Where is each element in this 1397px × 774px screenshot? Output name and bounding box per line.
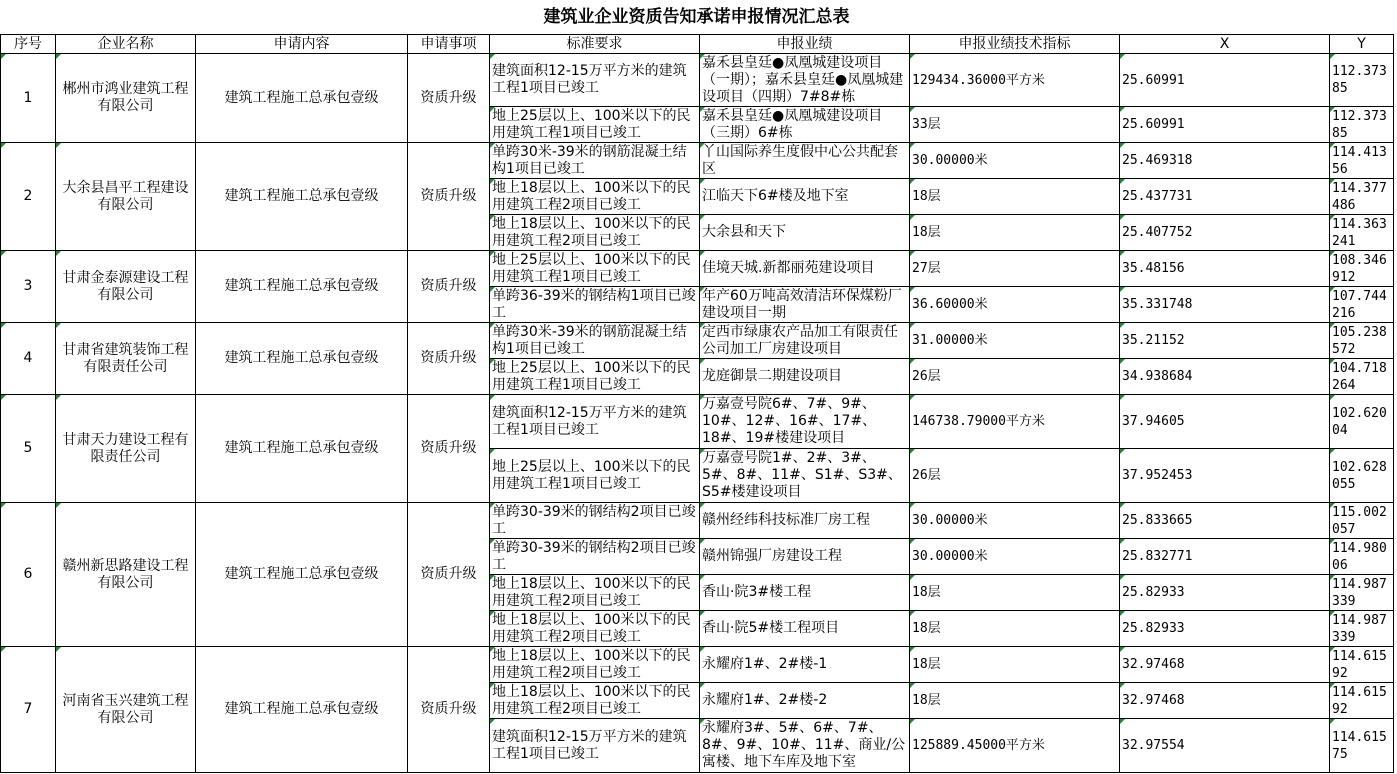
performance-project: 万嘉壹号院6#、7#、9#、10#、12#、16#、17#、18#、19#楼建设项目: [700, 395, 910, 449]
company-name: 甘肃天力建设工程有限责任公司: [56, 395, 196, 503]
apply-content: 建筑工程施工总承包壹级: [196, 323, 408, 395]
standard-requirement: 单跨30米-39米的钢筋混凝土结构1项目已竣工: [490, 323, 700, 359]
standard-requirement: 地上18层以上、100米以下的民用建筑工程2项目已竣工: [490, 647, 700, 683]
performance-metric: 18层: [910, 611, 1120, 647]
col-header-performance: 申报业绩: [700, 35, 910, 54]
apply-item: 资质升级: [408, 54, 490, 143]
performance-project: 佳境天城.新都丽苑建设项目: [700, 251, 910, 287]
table-title: 建筑业企业资质告知承诺申报情况汇总表: [543, 7, 850, 27]
performance-project: 香山·院5#楼工程项目: [700, 611, 910, 647]
performance-project: 定西市绿康农产品加工有限责任公司加工厂房建设项目: [700, 323, 910, 359]
standard-requirement: 建筑面积12-15万平方米的建筑工程1项目已竣工: [490, 54, 700, 107]
coord-x: 25.469318: [1120, 143, 1330, 179]
table-row: [1, 54, 1394, 107]
row-number: 7: [1, 647, 56, 773]
coord-y: 114.61575: [1330, 719, 1394, 773]
standard-requirement: 单跨30-39米的钢结构2项目已竣工: [490, 503, 700, 539]
standard-requirement: 地上18层以上、100米以下的民用建筑工程2项目已竣工: [490, 683, 700, 719]
performance-metric: 33层: [910, 107, 1120, 143]
coord-y: 112.37385: [1330, 54, 1394, 107]
performance-project: 香山·院3#楼工程: [700, 575, 910, 611]
apply-content: 建筑工程施工总承包壹级: [196, 251, 408, 323]
coord-y: 102.628055: [1330, 449, 1394, 503]
coord-y: 115.002057: [1330, 503, 1394, 539]
performance-project: 江临天下6#楼及地下室: [700, 179, 910, 215]
performance-project: 赣州锦强厂房建设工程: [700, 539, 910, 575]
performance-project: 丫山国际养生度假中心公共配套区: [700, 143, 910, 179]
coord-y: 114.61592: [1330, 683, 1394, 719]
coord-x: 32.97468: [1120, 647, 1330, 683]
coord-y: 114.377486: [1330, 179, 1394, 215]
coord-y: 114.363241: [1330, 215, 1394, 251]
standard-requirement: 地上25层以上、100米以下的民用建筑工程1项目已竣工: [490, 251, 700, 287]
coord-x: 35.21152: [1120, 323, 1330, 359]
performance-metric: 125889.45000平方米: [910, 719, 1120, 773]
performance-metric: 27层: [910, 251, 1120, 287]
summary-table: [0, 34, 1394, 773]
performance-project: 永耀府1#、2#楼-1: [700, 647, 910, 683]
standard-requirement: 单跨30-39米的钢结构2项目已竣工: [490, 539, 700, 575]
company-name: 甘肃省建筑装饰工程有限责任公司: [56, 323, 196, 395]
col-header-y: Y: [1330, 35, 1394, 54]
col-header-standard: 标准要求: [490, 35, 700, 54]
standard-requirement: 地上25层以上、100米以下的民用建筑工程1项目已竣工: [490, 359, 700, 395]
row-number: 2: [1, 143, 56, 251]
apply-item: 资质升级: [408, 143, 490, 251]
performance-metric: 26层: [910, 359, 1120, 395]
coord-x: 35.331748: [1120, 287, 1330, 323]
performance-project: 龙庭御景二期建设项目: [700, 359, 910, 395]
coord-y: 108.346912: [1330, 251, 1394, 287]
standard-requirement: 单跨36-39米的钢结构1项目已竣工: [490, 287, 700, 323]
company-name: 郴州市鸿业建筑工程有限公司: [56, 54, 196, 143]
coord-x: 25.82933: [1120, 611, 1330, 647]
coord-y: 114.987339: [1330, 611, 1394, 647]
coord-x: 32.97554: [1120, 719, 1330, 773]
apply-item: 资质升级: [408, 323, 490, 395]
coord-x: 32.97468: [1120, 683, 1330, 719]
company-name: 大余县昌平工程建设有限公司: [56, 143, 196, 251]
performance-project: 年产60万吨高效清洁环保煤粉厂建设项目一期: [700, 287, 910, 323]
coord-y: 112.37385: [1330, 107, 1394, 143]
row-number: 6: [1, 503, 56, 647]
row-number: 1: [1, 54, 56, 143]
col-header-no: 序号: [1, 35, 56, 54]
performance-project: 赣州经纬科技标准厂房工程: [700, 503, 910, 539]
apply-item: 资质升级: [408, 251, 490, 323]
apply-item: 资质升级: [408, 503, 490, 647]
table-row: [1, 251, 1394, 287]
standard-requirement: 地上18层以上、100米以下的民用建筑工程2项目已竣工: [490, 215, 700, 251]
standard-requirement: 地上25层以上、100米以下的民用建筑工程1项目已竣工: [490, 107, 700, 143]
performance-metric: 129434.36000平方米: [910, 54, 1120, 107]
coord-y: 114.41356: [1330, 143, 1394, 179]
performance-project: 永耀府3#、5#、6#、7#、8#、9#、10#、11#、商业/公寓楼、地下车库及地下室: [700, 719, 910, 773]
coord-x: 25.833665: [1120, 503, 1330, 539]
header-row: [1, 35, 1394, 54]
coord-x: 25.60991: [1120, 54, 1330, 107]
standard-requirement: 建筑面积12-15万平方米的建筑工程1项目已竣工: [490, 719, 700, 773]
company-name: 赣州新思路建设工程有限公司: [56, 503, 196, 647]
coord-x: 25.60991: [1120, 107, 1330, 143]
performance-metric: 18层: [910, 683, 1120, 719]
performance-project: 万嘉壹号院1#、2#、3#、5#、8#、11#、S1#、S3#、S5#楼建设项目: [700, 449, 910, 503]
apply-content: 建筑工程施工总承包壹级: [196, 503, 408, 647]
apply-item: 资质升级: [408, 395, 490, 503]
standard-requirement: 地上25层以上、100米以下的民用建筑工程1项目已竣工: [490, 449, 700, 503]
coord-y: 107.744216: [1330, 287, 1394, 323]
standard-requirement: 地上18层以上、100米以下的民用建筑工程2项目已竣工: [490, 575, 700, 611]
coord-x: 37.94605: [1120, 395, 1330, 449]
performance-metric: 18层: [910, 179, 1120, 215]
table-row: [1, 503, 1394, 539]
coord-y: 114.61592: [1330, 647, 1394, 683]
apply-item: 资质升级: [408, 647, 490, 773]
table-row: [1, 395, 1394, 449]
coord-y: 114.987339: [1330, 575, 1394, 611]
apply-content: 建筑工程施工总承包壹级: [196, 54, 408, 143]
row-number: 4: [1, 323, 56, 395]
performance-metric: 30.00000米: [910, 143, 1120, 179]
coord-y: 102.62004: [1330, 395, 1394, 449]
coord-x: 34.938684: [1120, 359, 1330, 395]
company-name: 甘肃金泰源建设工程有限公司: [56, 251, 196, 323]
performance-project: 大余县和天下: [700, 215, 910, 251]
performance-metric: 18层: [910, 575, 1120, 611]
apply-content: 建筑工程施工总承包壹级: [196, 395, 408, 503]
coord-x: 37.952453: [1120, 449, 1330, 503]
performance-metric: 26层: [910, 449, 1120, 503]
performance-project: 嘉禾县皇廷●凤凰城建设项目（一期）；嘉禾县皇廷●凤凰城建设项目（四期）7#8#栋: [700, 54, 910, 107]
standard-requirement: 单跨30米-39米的钢筋混凝土结构1项目已竣工: [490, 143, 700, 179]
coord-x: 25.407752: [1120, 215, 1330, 251]
apply-content: 建筑工程施工总承包壹级: [196, 647, 408, 773]
company-name: 河南省玉兴建筑工程有限公司: [56, 647, 196, 773]
coord-y: 105.238572: [1330, 323, 1394, 359]
coord-x: 25.832771: [1120, 539, 1330, 575]
performance-project: 永耀府1#、2#楼-2: [700, 683, 910, 719]
coord-y: 114.98006: [1330, 539, 1394, 575]
coord-x: 35.48156: [1120, 251, 1330, 287]
col-header-metric: 申报业绩技术指标: [910, 35, 1120, 54]
performance-metric: 30.00000米: [910, 503, 1120, 539]
performance-metric: 36.60000米: [910, 287, 1120, 323]
standard-requirement: 地上18层以上、100米以下的民用建筑工程2项目已竣工: [490, 179, 700, 215]
row-number: 3: [1, 251, 56, 323]
coord-x: 25.437731: [1120, 179, 1330, 215]
performance-project: 嘉禾县皇廷●凤凰城建设项目（三期）6#栋: [700, 107, 910, 143]
standard-requirement: 建筑面积12-15万平方米的建筑工程1项目已竣工: [490, 395, 700, 449]
table-row: [1, 143, 1394, 179]
col-header-item: 申请事项: [408, 35, 490, 54]
performance-metric: 30.00000米: [910, 539, 1120, 575]
col-header-x: X: [1120, 35, 1330, 54]
performance-metric: 31.00000米: [910, 323, 1120, 359]
coord-y: 104.718264: [1330, 359, 1394, 395]
standard-requirement: 地上18层以上、100米以下的民用建筑工程2项目已竣工: [490, 611, 700, 647]
performance-metric: 18层: [910, 215, 1120, 251]
coord-x: 25.82933: [1120, 575, 1330, 611]
table-row: [1, 323, 1394, 359]
table-body: [1, 54, 1394, 773]
col-header-company: 企业名称: [56, 35, 196, 54]
performance-metric: 18层: [910, 647, 1120, 683]
col-header-content: 申请内容: [196, 35, 408, 54]
apply-content: 建筑工程施工总承包壹级: [196, 143, 408, 251]
table-row: [1, 647, 1394, 683]
performance-metric: 146738.79000平方米: [910, 395, 1120, 449]
row-number: 5: [1, 395, 56, 503]
